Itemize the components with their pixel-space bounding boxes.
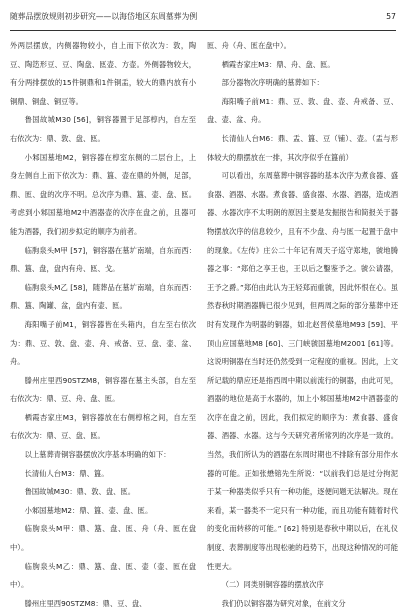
running-header [10, 4, 396, 31]
paragraph: 滕州庄里西90STZM8，铜容器在墓主头部，自左至右依次为：鼎、豆、舟、盘、匜。 [10, 375, 196, 404]
list-item: 临朐泉头M甲：鼎、簋、盘、匜、舟（舟、匜在盘中）。 [10, 524, 196, 553]
list-item: 滕州庄里西90STZM8：鼎、豆、盘、 [24, 598, 147, 608]
running-title: 随葬品摆放规则初步研究——以海岱地区东周墓葬为例 [10, 12, 198, 21]
right-column [207, 37, 398, 608]
paragraph: 小邾国墓地M2，铜容器在椁室东侧的二层台上，上身左侧自上而下依次为：鼎、簋、壶在鼎的外侧，足部，鼎、匜、盘的次序不明。总次序为鼎、簋、壶、盘、匜。考虑到小邾国墓地M2中酒器壶的次序在盘之前，且器可能为酒器，我们初步拟定的顺序为前者。 [10, 152, 196, 236]
section-heading: （二）同类别铜容器的摆放次序 [221, 580, 324, 590]
list-item: 栖霞杏家庄M3：鼎、舟、盘、匜。 [221, 59, 335, 69]
list-item: 小邾国墓地M2：鼎、簋、壶、盘、匜。 [24, 505, 153, 515]
list-item: 匜、舟（舟、匜在盘中）。 [207, 41, 291, 50]
paragraph: 栖霞杏家庄M3，铜容器放在右侧椁棺之间，自左至右依次为：鼎、豆、盘、匜。 [10, 412, 196, 441]
list-item: 海阳嘴子前M1：鼎、豆、敦、盘、壶、舟戒备、豆、盘、壶、盆、舟。 [207, 96, 398, 125]
paragraph: 外两层摆放，内侧器物较小，自上而下依次为：敦，陶豆、陶笾形豆、豆、陶盘、匜壶、方壶。外侧器物较大，有分两排摆放的15件铜鼎和1件铜盂，较大的鼎内放有小铜鼎、铜盘、铜豆等。 [10, 41, 196, 106]
left-column [10, 37, 196, 608]
paragraph: 临朐泉头M甲 [57]，铜容器在墓圹南端，自东而西：鼎、簋、盘，盘内有舟、匜、戈。 [10, 245, 196, 274]
page-number: 57 [386, 12, 396, 21]
paragraph: 我们仍以铜容器为研究对象，在前文分 [221, 598, 346, 608]
paragraph: 鲁国故城M30 [56]，铜容器置于足部椁内，自左至右依次为：鼎、敦、盘、匜。 [10, 115, 196, 143]
list-item: 鲁国故城M30：鼎、敦、盘、匜。 [24, 487, 136, 497]
paragraph: 以上墓葬青铜容器摆放次序基本明确的如下： [24, 450, 171, 460]
paragraph: 海阳嘴子前M1，铜容器皆在头箱内，自左至右依次为：鼎、豆、敦、盘、壶、舟、戒备、豆、盘、壶、盆、舟。 [10, 319, 196, 367]
list-item: 长清仙人台M6：鼎、盂、簋、豆（铺）、壶。（盂与形体较大的鼎摆放在一排，其次序似乎在簋前） [207, 133, 398, 162]
list-item: 长清仙人台M3：鼎、簋。 [24, 468, 109, 478]
paragraph: 临朐泉头M乙 [58]，随葬品在墓圹南端，自东而西：鼎、簋、陶罐、盆，盘内有壶、匜。 [10, 282, 196, 311]
list-item: 临朐泉头M乙：鼎、簋、盘、匜、壶（壶、匜在盘中）。 [10, 561, 196, 590]
paragraph: 部分器物次序明确的墓葬如下： [221, 78, 324, 88]
paragraph: 可以看出，东周墓葬中铜容器的基本次序为煮食器、盛食器、酒器、水器。煮食器、盛食器、水器、酒器，造成酒器、水器次序不太明朗的原因主要是发掘报告和简报关于器物摆放次序的信息较少，且有不少盘、舟与匜一起置于盘中的现象。《左传》庄公二十年记有周天子巡守郑地，虢地腾器之事：“郑伯之享王也，王以后之鑿鉴予之。虢公请器，王予之爵。”郑伯由此认为王轻郑而重虢，因此怀恨在心。虽然春秋时期酒器腾已很少见到，但两周之际的部分墓葬中还时有发现作为明器的铜器，如北赵晋侯墓地M93 [59]、平顶山应国墓地M8 [60]、三门峡虢国墓地M2001 [61]等。这说明铜器在当时还仍然受到一定程度的重视。因此，上文所记载的鼎应还是指西周中期以前流行的铜器，由此可见，酒器的地位是高于水器的，加上小邾国墓地M2中酒器壶的次序在盘之前，因此，我们拟定的顺序为：煮食器、盛食器、酒器、水器。这与今天研究者所常列的次序是一致的。当然，我们所认为的酒器在东周时期也不排除有部分用作水器的可能。正如张懋镕先生所说：“以前我们总是过分拘泥于某一种器类似乎只有一种功能，逐便问题无法解决。现在来看，某一器类不一定只有一种功能，而且功能有随着时代的变化而转移的可能。” [62] 特别是春秋中期以后，在礼仪制度、表葬制度等出现松驰的趋势下，出现这种情况的可能性更大。 [207, 171, 398, 571]
